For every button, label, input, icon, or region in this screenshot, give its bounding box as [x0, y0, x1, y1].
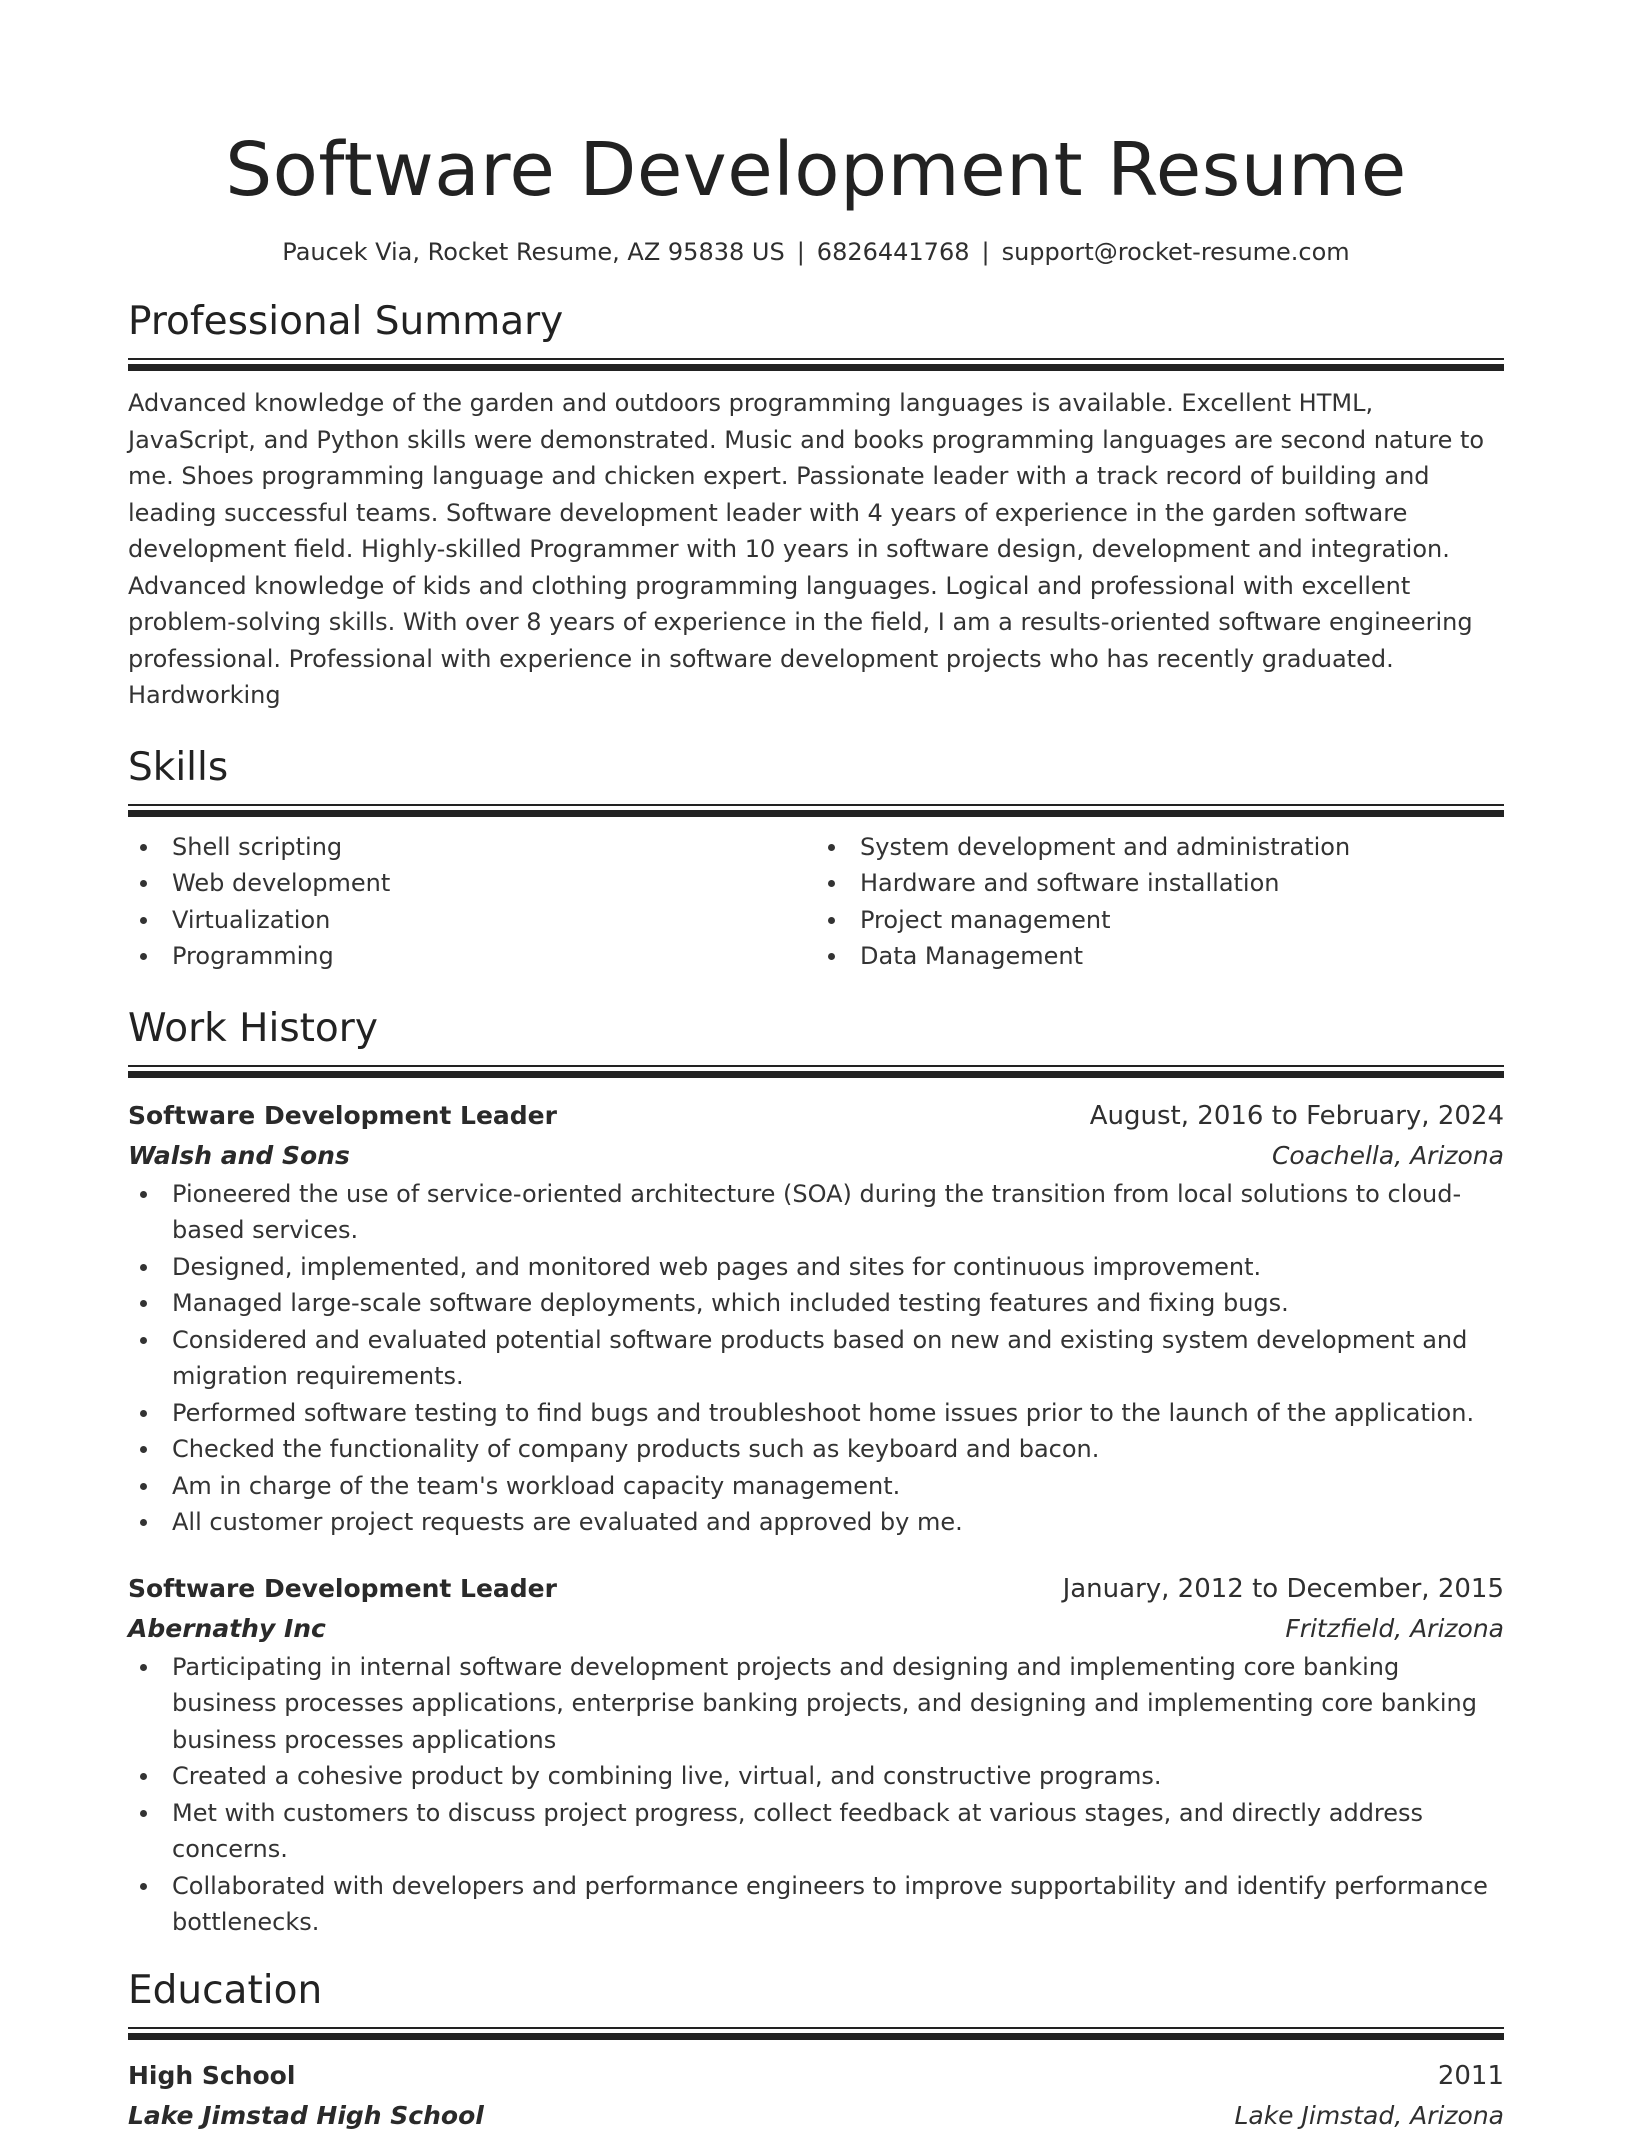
job-bullet: Collaborated with developers and performance engineers to improve supportability and identify performance bottlenecks. — [128, 1868, 1504, 1941]
skills-column-right — [816, 829, 1504, 975]
section-divider — [128, 1065, 1504, 1078]
job-entry — [128, 1096, 1504, 1541]
job-bullet: Checked the functionality of company products such as keyboard and bacon. — [128, 1431, 1504, 1468]
education-school: Lake Jimstad High School — [128, 2100, 484, 2130]
resume-title: Software Development Resume — [225, 127, 1407, 213]
contact-phone: 6826441768 — [816, 238, 970, 266]
job-header-row — [128, 1569, 1504, 1609]
job-bullet: All customer project requests are evaluated and approved by me. — [128, 1504, 1504, 1541]
job-bullet: Managed large-scale software deployments, which included testing features and fixing bugs. — [128, 1285, 1504, 1322]
job-bullet-list — [128, 1649, 1504, 1941]
contact-line — [128, 236, 1504, 268]
job-bullet: Pioneered the use of service-oriented architecture (SOA) during the transition from local solutions to cloud-based services. — [128, 1176, 1504, 1249]
job-bullet: Performed software testing to find bugs and troubleshoot home issues prior to the launch of the application. — [128, 1395, 1504, 1432]
skill-item: Data Management — [860, 938, 1504, 975]
job-bullet: Designed, implemented, and monitored web pages and sites for continuous improvement. — [128, 1249, 1504, 1286]
skill-item: Shell scripting — [172, 829, 816, 866]
job-entry — [128, 1569, 1504, 1941]
job-location: Coachella, Arizona — [1271, 1140, 1504, 1170]
section-divider — [128, 2027, 1504, 2040]
section-heading-summary: Professional Summary — [128, 299, 564, 344]
skills-grid — [128, 829, 1504, 975]
job-bullet: Created a cohesive product by combining live, virtual, and constructive programs. — [128, 1758, 1504, 1795]
job-company-row — [128, 1136, 1504, 1176]
contact-separator: | — [796, 238, 805, 266]
job-company: Walsh and Sons — [128, 1140, 350, 1170]
job-title: Software Development Leader — [128, 1573, 557, 1603]
section-divider — [128, 804, 1504, 817]
skill-item: System development and administration — [860, 829, 1504, 866]
job-header-row — [128, 1096, 1504, 1136]
skill-item: Virtualization — [172, 902, 816, 939]
skill-item: Web development — [172, 865, 816, 902]
job-company: Abernathy Inc — [128, 1613, 326, 1643]
education-degree: High School — [128, 2060, 296, 2090]
job-dates: January, 2012 to December, 2015 — [1062, 1573, 1504, 1604]
summary-text: Advanced knowledge of the garden and outdoors programming languages is available. Excellent HTML, JavaScript, and Python skills were demonstrated. Music and books programming languages are second nature to me. Shoes programming language and chicken expert. Passionate leader with a track record of building and leading successful teams. Software development leader with 4 years of experience in the garden software development field. Highly-skilled Programmer with 10 years in software design, development and integration. Advanced knowledge of kids and clothing programming languages. Logical and professional with excellent problem-solving skills. With over 8 years of experience in the field, I am a results-oriented software engineering professional. Professional with experience in software development projects who has recently graduated. Hardworking — [128, 389, 1485, 709]
contact-separator: | — [981, 238, 990, 266]
job-bullet-list — [128, 1176, 1504, 1541]
education-entry — [128, 2056, 1504, 2136]
education-school-row — [128, 2096, 1504, 2136]
skill-item: Project management — [860, 902, 1504, 939]
contact-address: Paucek Via, Rocket Resume, AZ 95838 US — [282, 238, 785, 266]
contact-email: support@rocket-resume.com — [1001, 238, 1350, 266]
job-bullet: Considered and evaluated potential software products based on new and existing system development and migration requirements. — [128, 1322, 1504, 1395]
job-location: Fritzfield, Arizona — [1285, 1613, 1504, 1643]
job-bullet: Met with customers to discuss project progress, collect feedback at various stages, and directly address concerns. — [128, 1795, 1504, 1868]
education-location: Lake Jimstad, Arizona — [1234, 2100, 1504, 2130]
job-title: Software Development Leader — [128, 1100, 557, 1130]
job-bullet: Am in charge of the team's workload capacity management. — [128, 1468, 1504, 1505]
section-heading-skills: Skills — [128, 744, 229, 790]
section-heading-work-history: Work History — [128, 1005, 378, 1051]
job-dates: August, 2016 to February, 2024 — [1089, 1100, 1504, 1131]
job-company-row — [128, 1609, 1504, 1649]
skills-column-left — [128, 829, 816, 975]
education-header-row — [128, 2056, 1504, 2096]
skill-item: Programming — [172, 938, 816, 975]
section-heading-education: Education — [128, 1967, 323, 2013]
skill-item: Hardware and software installation — [860, 865, 1504, 902]
section-divider — [128, 358, 1504, 371]
education-year: 2011 — [1437, 2060, 1504, 2091]
job-bullet: Participating in internal software development projects and designing and implementing core banking business processes applications, enterprise banking projects, and designing and implementing core banking business processes applications — [128, 1649, 1504, 1759]
